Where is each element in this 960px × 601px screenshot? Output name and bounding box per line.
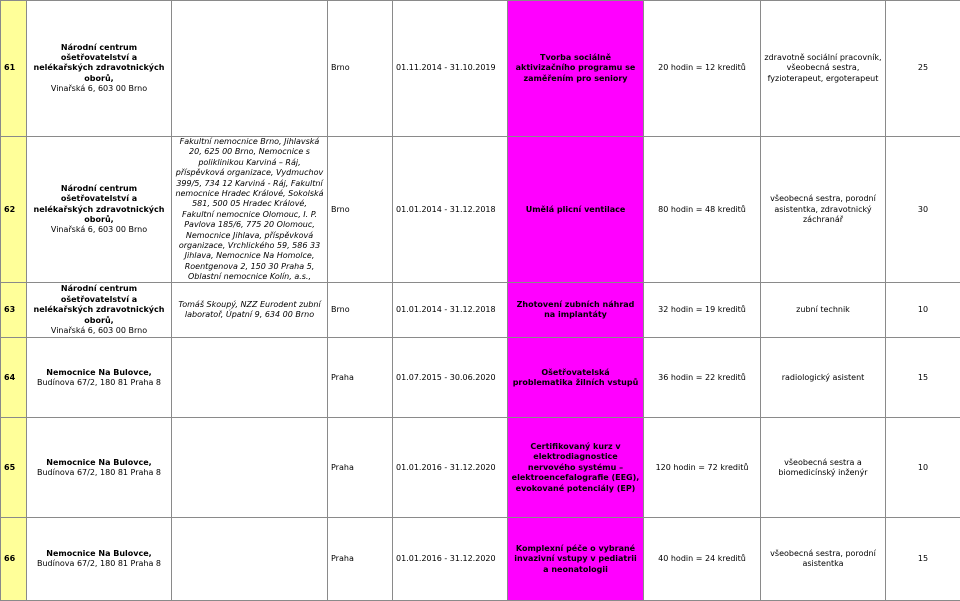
organization-address: Budínova 67/2, 180 81 Praha 8 [30, 559, 168, 569]
practice-place [172, 518, 328, 601]
hours-credits: 36 hodin = 22 kreditů [644, 338, 761, 418]
target-group: všeobecná sestra a biomedicínský inženýr [761, 418, 886, 518]
organization-name: Nemocnice Na Bulovce, [30, 458, 168, 468]
target-group: zdravotně sociální pracovník, všeobecná sestra, fyzioterapeut, ergoterapeut [761, 1, 886, 137]
organization-name: Nemocnice Na Bulovce, [30, 549, 168, 559]
row-number: 66 [1, 518, 27, 601]
capacity: 15 [886, 338, 960, 418]
organization [27, 137, 172, 283]
capacity: 15 [886, 518, 960, 601]
hours-credits: 32 hodin = 19 kreditů [644, 283, 761, 338]
validity-dates: 01.01.2016 - 31.12.2020 [393, 518, 508, 601]
validity-dates: 01.01.2014 - 31.12.2018 [393, 283, 508, 338]
validity-dates: 01.01.2016 - 31.12.2020 [393, 418, 508, 518]
program-name: Tvorba sociálně aktivizačního programu se zaměřením pro seniory [508, 1, 644, 137]
organization-address: Budínova 67/2, 180 81 Praha 8 [30, 378, 168, 388]
validity-dates: 01.01.2014 - 31.12.2018 [393, 137, 508, 283]
table-row-64 [1, 338, 960, 418]
organization-name: Nemocnice Na Bulovce, [30, 368, 168, 378]
city: Brno [328, 1, 393, 137]
program-name: Zhotovení zubních náhrad na implantáty [508, 283, 644, 338]
hours-credits: 40 hodin = 24 kreditů [644, 518, 761, 601]
practice-place [172, 418, 328, 518]
capacity: 30 [886, 137, 960, 283]
target-group: radiologický asistent [761, 338, 886, 418]
target-group: zubní technik [761, 283, 886, 338]
target-group: všeobecná sestra, porodní asistentka, zdravotnický záchranář [761, 137, 886, 283]
organization-address: Budínova 67/2, 180 81 Praha 8 [30, 468, 168, 478]
row-number: 64 [1, 338, 27, 418]
table-row-65 [1, 418, 960, 518]
capacity: 10 [886, 283, 960, 338]
city: Brno [328, 283, 393, 338]
organization-address: Vinařská 6, 603 00 Brno [30, 84, 168, 94]
hours-credits: 120 hodin = 72 kreditů [644, 418, 761, 518]
organization [27, 338, 172, 418]
capacity: 25 [886, 1, 960, 137]
practice-place: Fakultní nemocnice Brno, Jihlavská 20, 625 00 Brno, Nemocnice s poliklinikou Karviná – Ráj, příspěvková organizace, Vydmuchov 399/5, 734 12 Karviná - Ráj, Fakultní nemocnice Hradec Králové, Sokolská 581, 500 05 Hradec Králové, Fakultní nemocnice Olomouc, I. P. Pavlova 185/6, 775 20 Olomouc, Nemocnice Jihlava, příspěvková organizace, Vrchlického 59, 586 33 Jihlava, Nemocnice Na Homolce, Roentgenova 2, 150 30 Praha 5, Oblastní nemocnice Kolín, a.s., [172, 137, 328, 283]
organization [27, 418, 172, 518]
organization-address: Vinařská 6, 603 00 Brno [30, 225, 168, 235]
program-name: Umělá plicní ventilace [508, 137, 644, 283]
row-number: 65 [1, 418, 27, 518]
target-group: všeobecná sestra, porodní asistentka [761, 518, 886, 601]
hours-credits: 80 hodin = 48 kreditů [644, 137, 761, 283]
organization [27, 283, 172, 338]
city: Praha [328, 338, 393, 418]
city: Brno [328, 137, 393, 283]
row-number: 62 [1, 137, 27, 283]
city: Praha [328, 518, 393, 601]
organization-name: Národní centrum ošetřovatelství a nelékařských zdravotnických oborů, [30, 284, 168, 326]
city: Praha [328, 418, 393, 518]
organization [27, 1, 172, 137]
capacity: 10 [886, 418, 960, 518]
organization [27, 518, 172, 601]
validity-dates: 01.11.2014 - 31.10.2019 [393, 1, 508, 137]
row-number: 63 [1, 283, 27, 338]
program-name: Komplexní péče o vybrané invazivní vstupy v pediatrii a neonatologii [508, 518, 644, 601]
table-row-61 [1, 1, 960, 137]
hours-credits: 20 hodin = 12 kreditů [644, 1, 761, 137]
table-row-66 [1, 518, 960, 601]
program-name: Ošetřovatelská problematika žilních vstupů [508, 338, 644, 418]
program-name: Certifikovaný kurz v elektrodiagnostice nervového systému – elektroencefalografie (EEG), evokované potenciály (EP) [508, 418, 644, 518]
organization-name: Národní centrum ošetřovatelství a nelékařských zdravotnických oborů, [30, 184, 168, 226]
validity-dates: 01.07.2015 - 30.06.2020 [393, 338, 508, 418]
practice-place: Tomáš Skoupý, NZZ Eurodent zubní laboratoř, Úpatní 9, 634 00 Brno [172, 283, 328, 338]
organization-address: Vinařská 6, 603 00 Brno [30, 326, 168, 336]
organization-name: Národní centrum ošetřovatelství a nelékařských zdravotnických oborů, [30, 43, 168, 85]
practice-place [172, 1, 328, 137]
table-row-63 [1, 283, 960, 338]
table-row-62 [1, 137, 960, 283]
practice-place [172, 338, 328, 418]
row-number: 61 [1, 1, 27, 137]
